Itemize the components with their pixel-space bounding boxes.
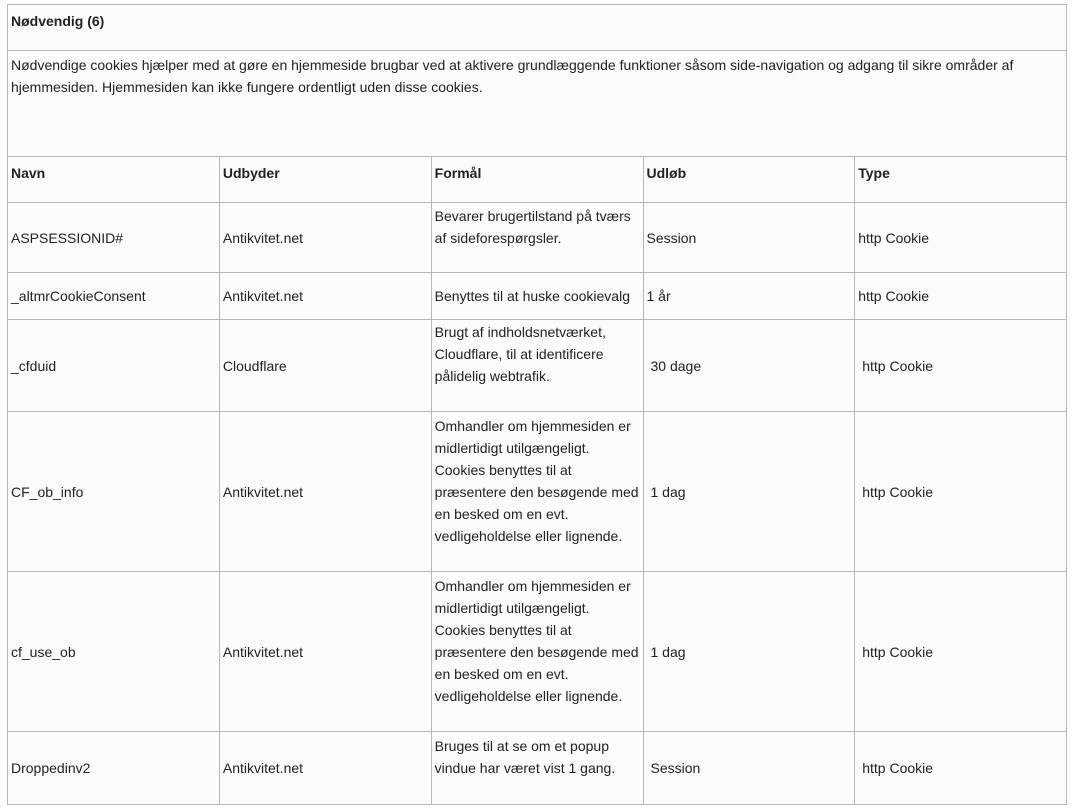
cookie-type: http Cookie [855, 203, 1067, 273]
cookie-purpose: Bevarer brugertilstand på tværs af sideforespørgsler. [431, 203, 643, 273]
section-description: Nødvendige cookies hjælper med at gøre en hjemmeside brugbar ved at aktivere grundlæggende funktioner såsom side-navigation og adgang til sikre områder af hjemmesiden. Hjemmesiden kan ikke fungere ordentligt uden disse cookies. [8, 51, 1067, 157]
header-name: Navn [8, 157, 220, 203]
cookie-expiry: 1 dag [643, 412, 855, 572]
cookie-provider: Antikvitet.net [219, 203, 431, 273]
section-title: Nødvendig (6) [8, 5, 1067, 51]
cookie-type: http Cookie [855, 273, 1067, 320]
header-expiry: Udløb [643, 157, 855, 203]
cookie-purpose: Brugt af indholdsnetværket, Cloudflare, til at identificere pålidelig webtrafik. [431, 320, 643, 412]
cookie-provider: Cloudflare [219, 320, 431, 412]
cookie-provider: Antikvitet.net [219, 412, 431, 572]
table-row [8, 572, 1067, 732]
cookie-expiry: Session [643, 732, 855, 805]
cookie-type: http Cookie [855, 732, 1067, 805]
cookie-table [7, 4, 1067, 805]
table-row [8, 320, 1067, 412]
table-header-row [8, 157, 1067, 203]
cookie-purpose: Omhandler om hjemmesiden er midlertidigt utilgængeligt. Cookies benyttes til at præsentere den besøgende med en besked om en evt. vedligeholdelse eller lignende. [431, 412, 643, 572]
cookie-declaration [7, 4, 1067, 805]
cookie-name: cf_use_ob [8, 572, 220, 732]
table-row [8, 203, 1067, 273]
table-row [8, 412, 1067, 572]
cookie-provider: Antikvitet.net [219, 572, 431, 732]
section-title-row [8, 5, 1067, 51]
cookie-provider: Antikvitet.net [219, 273, 431, 320]
cookie-name: _altmrCookieConsent [8, 273, 220, 320]
cookie-name: CF_ob_info [8, 412, 220, 572]
header-purpose: Formål [431, 157, 643, 203]
cookie-provider: Antikvitet.net [219, 732, 431, 805]
cookie-type: http Cookie [855, 412, 1067, 572]
cookie-type: http Cookie [855, 572, 1067, 732]
cookie-name: _cfduid [8, 320, 220, 412]
cookie-expiry: 1 år [643, 273, 855, 320]
cookie-expiry: 1 dag [643, 572, 855, 732]
cookie-name: ASPSESSIONID# [8, 203, 220, 273]
cookie-purpose: Bruges til at se om et popup vindue har været vist 1 gang. [431, 732, 643, 805]
cookie-expiry: 30 dage [643, 320, 855, 412]
header-provider: Udbyder [219, 157, 431, 203]
table-row [8, 732, 1067, 805]
cookie-name: Droppedinv2 [8, 732, 220, 805]
section-description-row [8, 51, 1067, 157]
cookie-purpose: Omhandler om hjemmesiden er midlertidigt utilgængeligt. Cookies benyttes til at præsentere den besøgende med en besked om en evt. vedligeholdelse eller lignende. [431, 572, 643, 732]
cookie-type: http Cookie [855, 320, 1067, 412]
cookie-expiry: Session [643, 203, 855, 273]
table-row [8, 273, 1067, 320]
cookie-purpose: Benyttes til at huske cookievalg [431, 273, 643, 320]
header-type: Type [855, 157, 1067, 203]
